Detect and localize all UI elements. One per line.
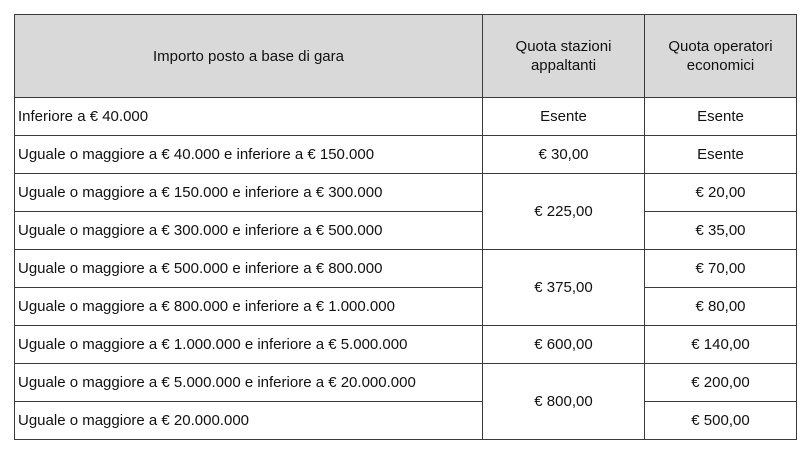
quota-stazioni-cell: € 375,00 xyxy=(483,250,645,326)
quota-operatori-cell: € 200,00 xyxy=(645,364,797,402)
range-cell: Uguale o maggiore a € 800.000 e inferiore a € 1.000.000 xyxy=(15,288,483,326)
table-row xyxy=(15,212,797,250)
table-row xyxy=(15,98,797,136)
table-row xyxy=(15,402,797,440)
quota-stazioni-cell: € 30,00 xyxy=(483,136,645,174)
fee-table-container xyxy=(14,14,797,440)
range-cell: Uguale o maggiore a € 500.000 e inferiore a € 800.000 xyxy=(15,250,483,288)
table-row xyxy=(15,326,797,364)
range-cell: Uguale o maggiore a € 5.000.000 e inferiore a € 20.000.000 xyxy=(15,364,483,402)
header-quota-stazioni: Quota stazioni appaltanti xyxy=(483,15,645,98)
quota-stazioni-cell: € 600,00 xyxy=(483,326,645,364)
range-cell: Uguale o maggiore a € 1.000.000 e inferiore a € 5.000.000 xyxy=(15,326,483,364)
quota-operatori-cell: € 20,00 xyxy=(645,174,797,212)
range-cell: Uguale o maggiore a € 20.000.000 xyxy=(15,402,483,440)
range-cell: Uguale o maggiore a € 40.000 e inferiore a € 150.000 xyxy=(15,136,483,174)
quota-operatori-cell: € 140,00 xyxy=(645,326,797,364)
header-row xyxy=(15,15,797,98)
header-importo: Importo posto a base di gara xyxy=(15,15,483,98)
quota-stazioni-cell: € 225,00 xyxy=(483,174,645,250)
quota-stazioni-cell: Esente xyxy=(483,98,645,136)
quota-operatori-cell: Esente xyxy=(645,98,797,136)
quota-operatori-cell: € 500,00 xyxy=(645,402,797,440)
header-quota-operatori: Quota operatori economici xyxy=(645,15,797,98)
table-row xyxy=(15,136,797,174)
range-cell: Inferiore a € 40.000 xyxy=(15,98,483,136)
quota-operatori-cell: € 70,00 xyxy=(645,250,797,288)
table-row xyxy=(15,174,797,212)
quota-operatori-cell: Esente xyxy=(645,136,797,174)
quota-operatori-cell: € 35,00 xyxy=(645,212,797,250)
fee-table xyxy=(14,14,797,440)
table-row xyxy=(15,364,797,402)
table-row xyxy=(15,250,797,288)
range-cell: Uguale o maggiore a € 300.000 e inferiore a € 500.000 xyxy=(15,212,483,250)
range-cell: Uguale o maggiore a € 150.000 e inferiore a € 300.000 xyxy=(15,174,483,212)
quota-stazioni-cell: € 800,00 xyxy=(483,364,645,440)
table-row xyxy=(15,288,797,326)
quota-operatori-cell: € 80,00 xyxy=(645,288,797,326)
